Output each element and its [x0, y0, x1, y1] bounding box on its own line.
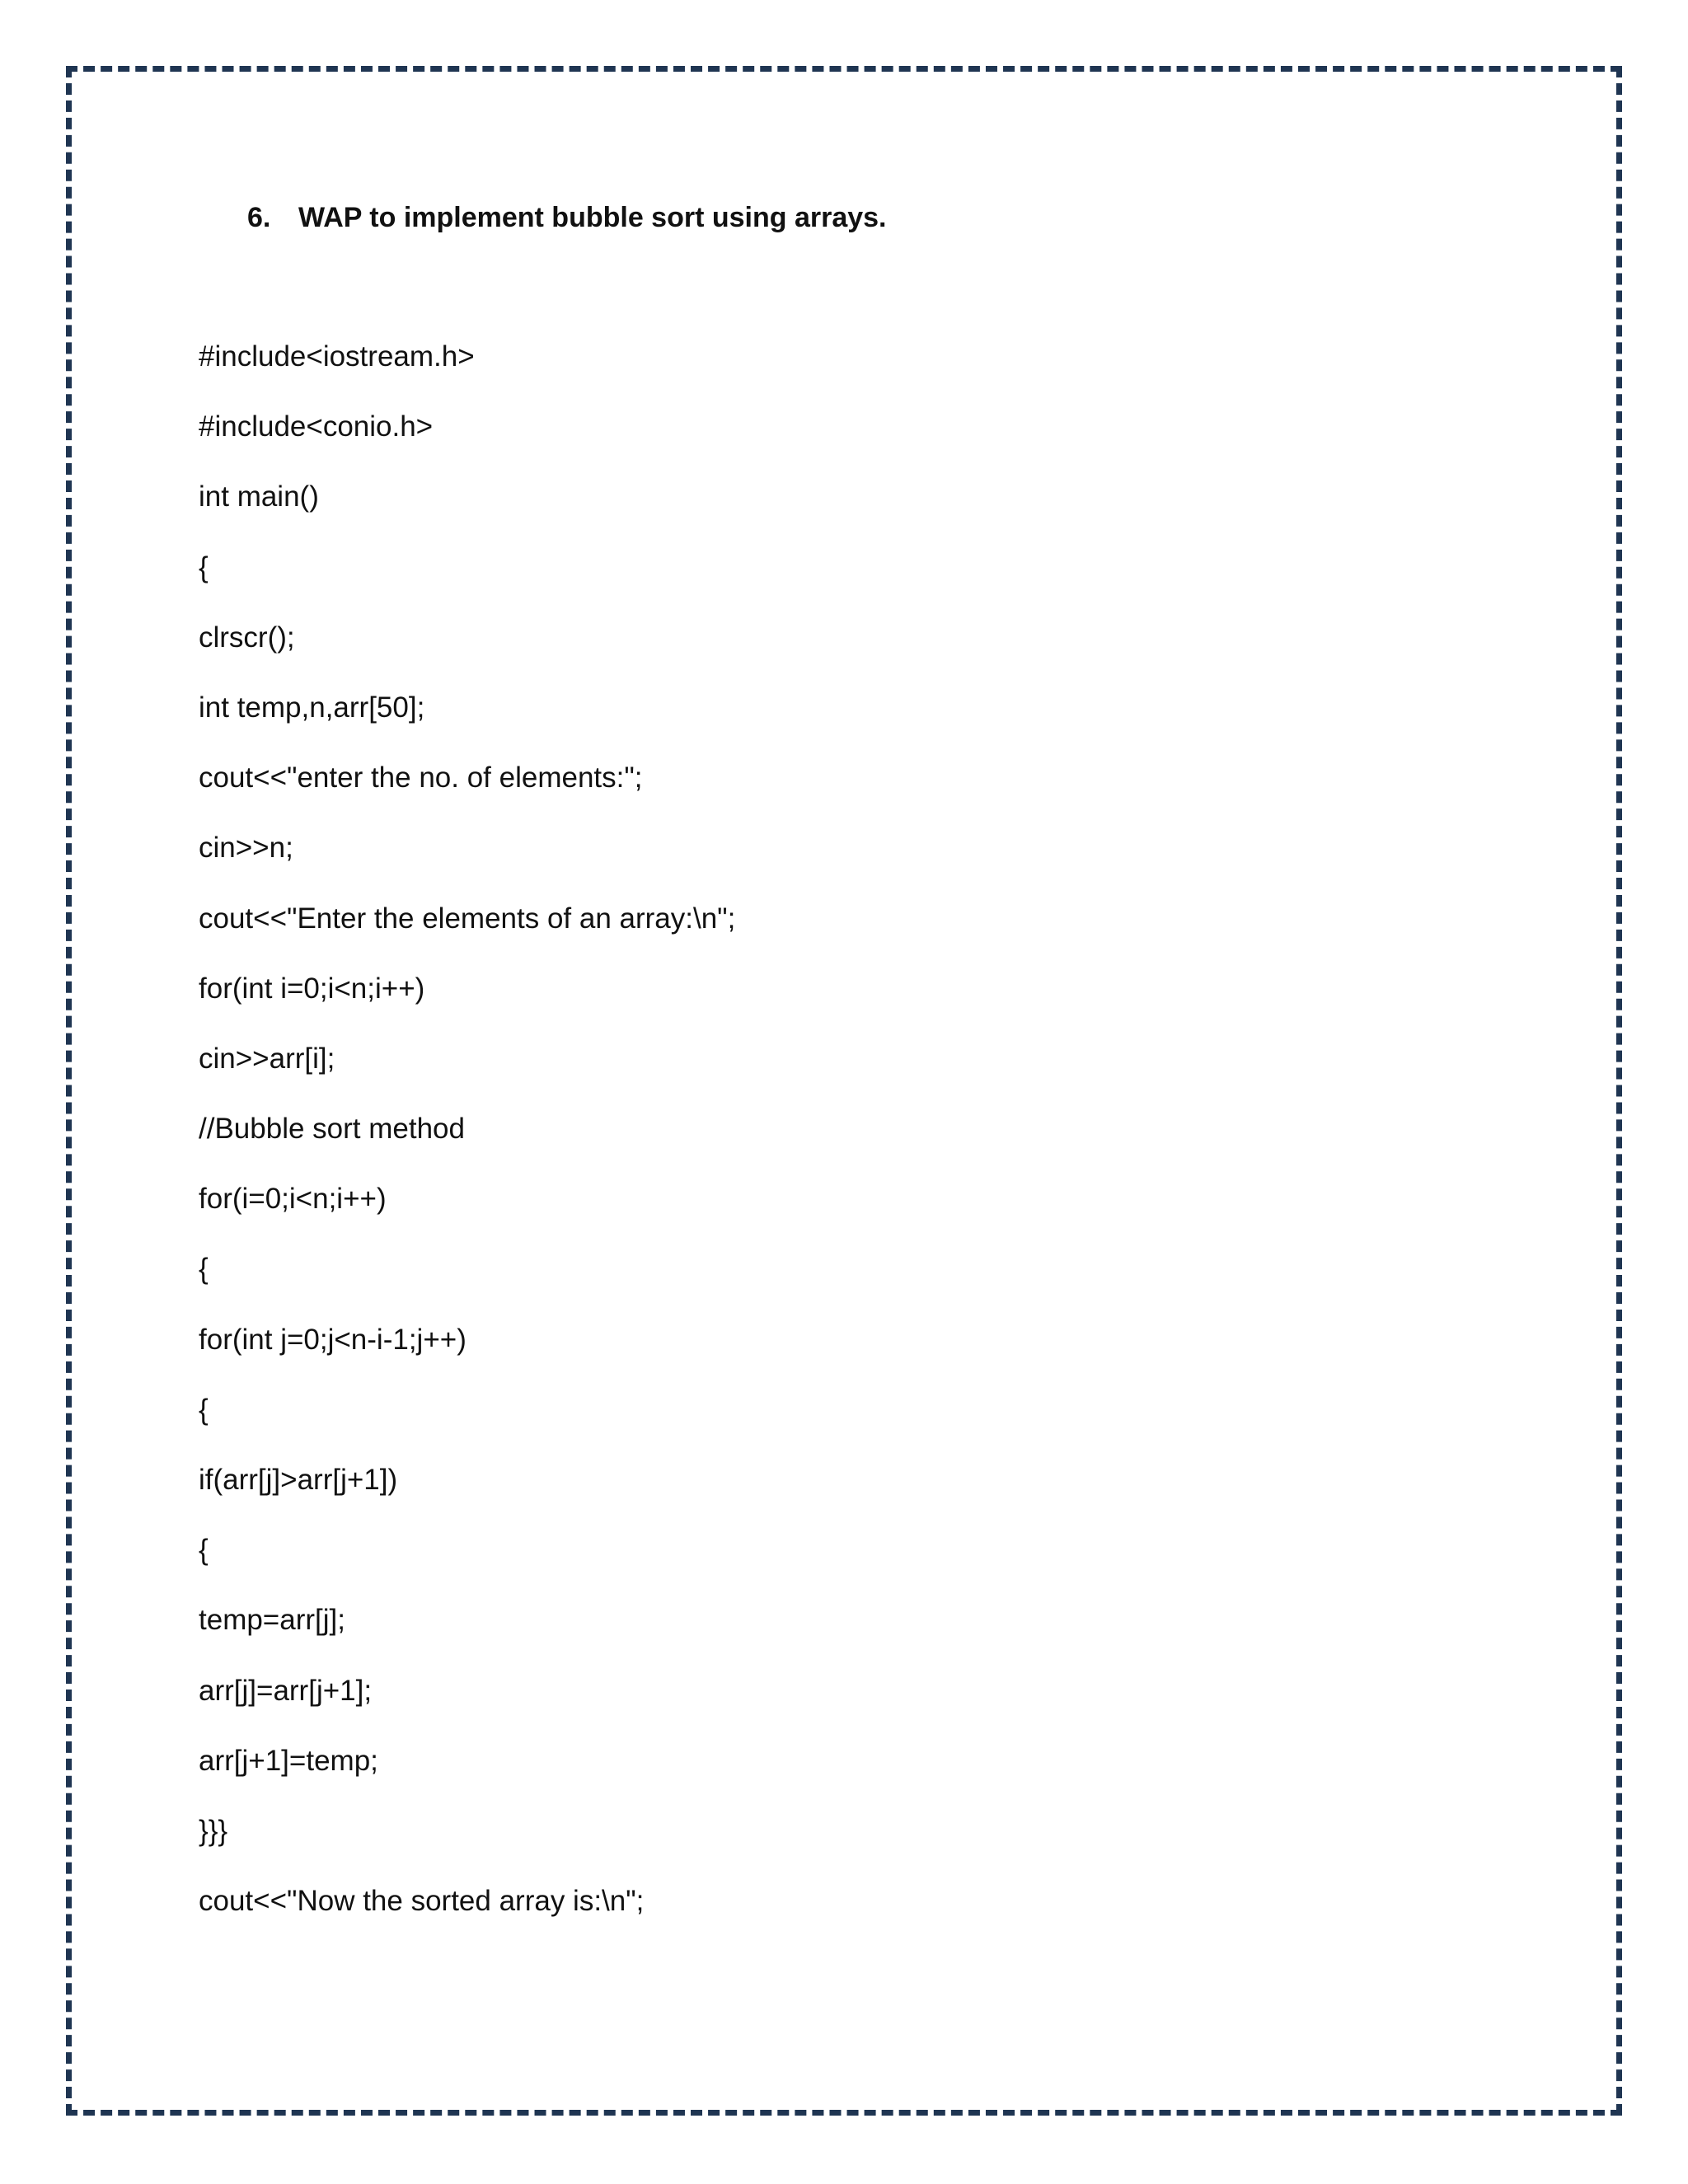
code-line: for(int i=0;i<n;i++) [199, 972, 425, 1005]
code-line: cout<<"enter the no. of elements:"; [199, 762, 643, 794]
code-line: }}} [199, 1814, 228, 1847]
code-line: #include<iostream.h> [199, 340, 475, 373]
code-line: arr[j+1]=temp; [199, 1744, 378, 1777]
code-line: { [199, 551, 209, 583]
question-heading [247, 198, 887, 237]
code-listing [199, 337, 735, 1952]
code-line: cin>>arr[i]; [199, 1042, 335, 1075]
code-line: cin>>n; [199, 832, 293, 865]
code-line: clrscr(); [199, 621, 295, 654]
question-number: 6. [247, 202, 271, 233]
code-line: for(int j=0;j<n-i-1;j++) [199, 1323, 467, 1356]
code-line: temp=arr[j]; [199, 1604, 345, 1637]
code-line: { [199, 1534, 209, 1567]
code-line: arr[j]=arr[j+1]; [199, 1674, 373, 1707]
code-line: cout<<"Enter the elements of an array:\n"; [199, 902, 736, 935]
code-line: //Bubble sort method [199, 1113, 465, 1146]
code-line: if(arr[j]>arr[j+1]) [199, 1464, 398, 1496]
question-title: WAP to implement bubble sort using arrays. [298, 202, 887, 233]
code-line: { [199, 1253, 209, 1286]
code-line: cout<<"Now the sorted array is:\n"; [199, 1885, 645, 1918]
code-line: #include<conio.h> [199, 410, 434, 443]
code-line: int main() [199, 480, 319, 513]
code-line: { [199, 1393, 209, 1426]
code-line: for(i=0;i<n;i++) [199, 1183, 387, 1216]
code-line: int temp,n,arr[50]; [199, 691, 425, 724]
